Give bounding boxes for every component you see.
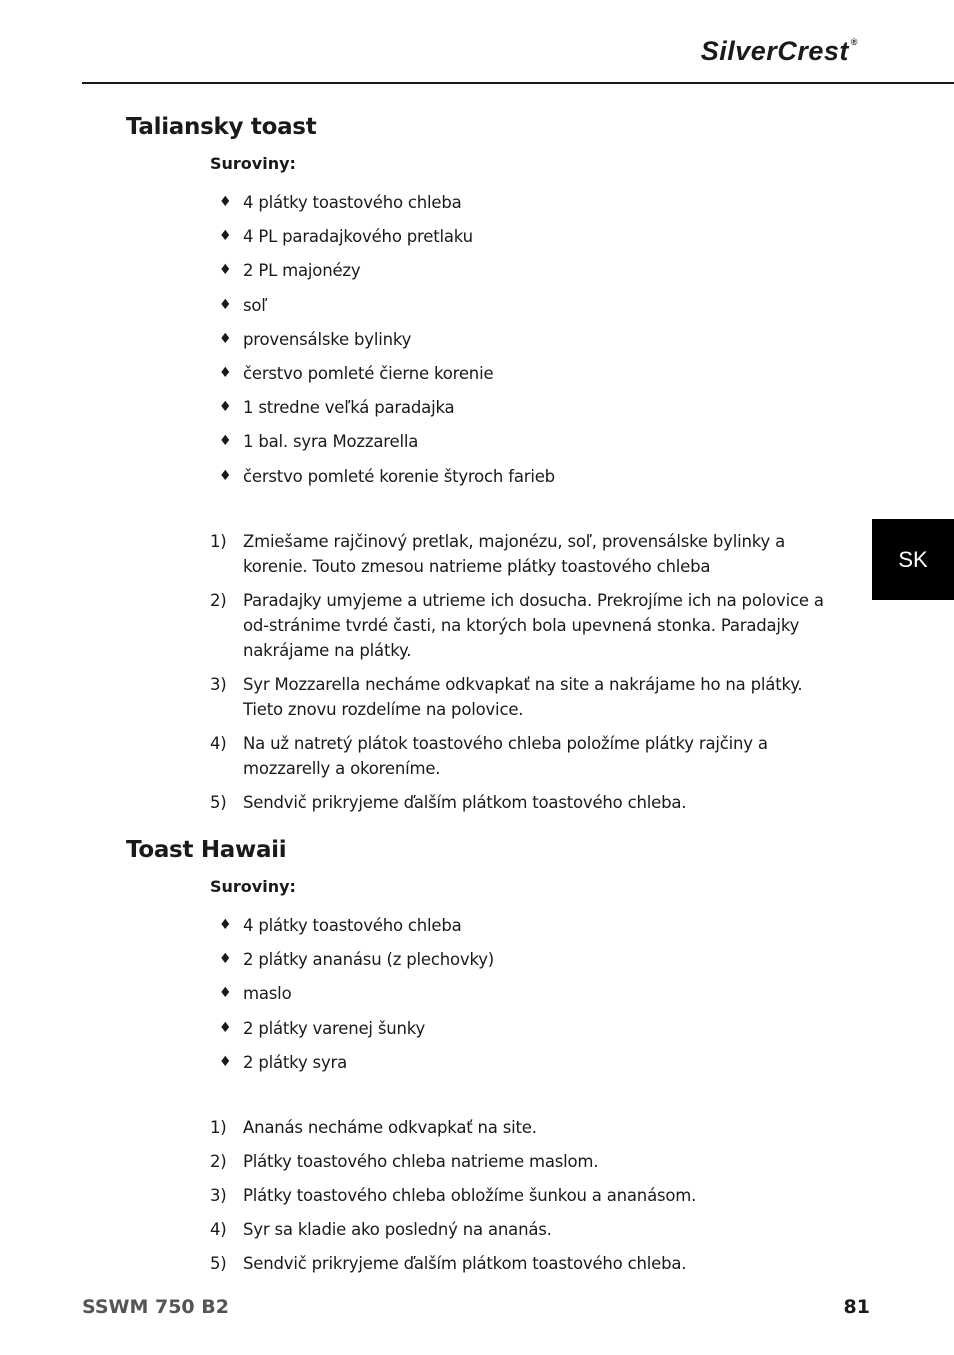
ingredient-text: 4 PL paradajkového pretlaku <box>243 227 473 247</box>
step-number: 3) <box>210 1186 227 1205</box>
ingredient-text: soľ <box>243 295 268 315</box>
step-item <box>210 588 840 663</box>
step-text: Plátky toastového chleba obložíme šunkou a ananásom. <box>243 1186 697 1205</box>
step-number: 5) <box>210 1254 227 1273</box>
list-item <box>210 258 555 292</box>
ingredient-text: 2 plátky varenej šunky <box>243 1018 426 1038</box>
step-text: Syr sa kladie ako posledný na ananás. <box>243 1220 552 1239</box>
brand-logo-text: SilverCrest <box>700 36 849 66</box>
step-number: 4) <box>210 734 227 753</box>
step-number: 2) <box>210 591 227 610</box>
step-number: 2) <box>210 1152 227 1171</box>
ingredient-text: čerstvo pomleté korenie štyroch farieb <box>243 466 555 486</box>
section-title-taliansky-toast: Taliansky toast <box>126 114 317 140</box>
step-text: Paradajky umyjeme a utrieme ich dosucha. Prekrojíme ich na polovice a od-stránime tvrdé časti, na ktorých bola upevnená stonka. Paradajky nakrájame na plátky. <box>243 591 824 660</box>
diamond-bullet-icon: ♦ <box>219 399 232 416</box>
ingredient-text: 2 plátky ananásu (z plechovky) <box>243 950 495 970</box>
diamond-bullet-icon: ♦ <box>219 1053 232 1070</box>
diamond-bullet-icon: ♦ <box>219 194 232 210</box>
step-text: Sendvič prikryjeme ďalším plátkom toastového chleba. <box>243 1254 687 1273</box>
ingredients-list <box>210 190 555 498</box>
step-text: Zmiešame rajčinový pretlak, majonézu, soľ, provensálske bylinky a korenie. Touto zmesou natrieme plátky toastového chleba <box>243 532 786 576</box>
step-number: 1) <box>210 1118 227 1137</box>
list-item <box>210 361 555 395</box>
list-item <box>210 913 494 947</box>
diamond-bullet-icon: ♦ <box>219 364 232 381</box>
list-item <box>210 1050 494 1084</box>
list-item <box>210 429 555 463</box>
list-item <box>210 947 494 981</box>
ingredient-text: provensálske bylinky <box>243 329 412 349</box>
section-title-toast-hawaii: Toast Hawaii <box>126 837 287 863</box>
language-tab <box>872 519 954 600</box>
ingredient-text: 4 plátky toastového chleba <box>243 193 462 212</box>
step-item <box>210 672 840 722</box>
step-number: 5) <box>210 793 227 812</box>
language-tab-label: SK <box>898 546 928 572</box>
list-item <box>210 981 494 1015</box>
ingredients-label: Suroviny: <box>210 154 296 173</box>
ingredients-label: Suroviny: <box>210 877 296 896</box>
step-item <box>210 731 840 781</box>
step-item <box>210 1149 840 1174</box>
step-item <box>210 1217 840 1242</box>
brand-logo <box>701 38 858 65</box>
diamond-bullet-icon: ♦ <box>219 467 232 484</box>
step-text: Plátky toastového chleba natrieme maslom. <box>243 1152 599 1171</box>
list-item <box>210 464 555 498</box>
ingredient-text: maslo <box>243 984 292 1004</box>
diamond-bullet-icon: ♦ <box>219 262 232 279</box>
step-number: 1) <box>210 532 227 551</box>
ingredients-list <box>210 913 494 1084</box>
list-item <box>210 190 555 224</box>
step-item <box>210 1115 840 1140</box>
diamond-bullet-icon: ♦ <box>219 985 232 1002</box>
ingredient-text: čerstvo pomleté čierne korenie <box>243 363 494 383</box>
step-text: Sendvič prikryjeme ďalším plátkom toastového chleba. <box>243 793 687 812</box>
ingredient-text: 1 stredne veľká paradajka <box>243 398 455 418</box>
diamond-bullet-icon: ♦ <box>219 951 232 968</box>
list-item <box>210 293 555 327</box>
list-item <box>210 1016 494 1050</box>
step-text: Ananás necháme odkvapkať na site. <box>243 1118 537 1137</box>
steps-list <box>210 529 840 824</box>
step-item <box>210 790 840 815</box>
ingredient-text: 4 plátky toastového chleba <box>243 916 462 935</box>
diamond-bullet-icon: ♦ <box>219 433 232 450</box>
step-item <box>210 529 840 579</box>
diamond-bullet-icon: ♦ <box>219 330 232 347</box>
step-item <box>210 1183 840 1208</box>
header-divider <box>82 82 954 84</box>
step-text: Syr Mozzarella necháme odkvapkať na site a nakrájame ho na plátky. Tieto znovu rozdelíme na polovice. <box>243 675 803 719</box>
step-item <box>210 1251 840 1276</box>
list-item <box>210 395 555 429</box>
steps-list <box>210 1115 840 1285</box>
ingredient-text: 2 plátky syra <box>243 1052 348 1072</box>
diamond-bullet-icon: ♦ <box>219 296 232 313</box>
registered-mark: ® <box>850 37 858 47</box>
ingredient-text: 1 bal. syra Mozzarella <box>243 432 419 452</box>
diamond-bullet-icon: ♦ <box>219 228 232 245</box>
step-text: Na už natretý plátok toastového chleba položíme plátky rajčiny a mozzarelly a okoreníme. <box>243 734 768 778</box>
list-item <box>210 224 555 258</box>
diamond-bullet-icon: ♦ <box>219 917 232 933</box>
step-number: 3) <box>210 675 227 694</box>
list-item <box>210 327 555 361</box>
ingredient-text: 2 PL majonézy <box>243 261 361 281</box>
page-number: 81 <box>843 1296 870 1318</box>
diamond-bullet-icon: ♦ <box>219 1019 232 1036</box>
footer-model-number: SSWM 750 B2 <box>82 1296 229 1318</box>
step-number: 4) <box>210 1220 227 1239</box>
